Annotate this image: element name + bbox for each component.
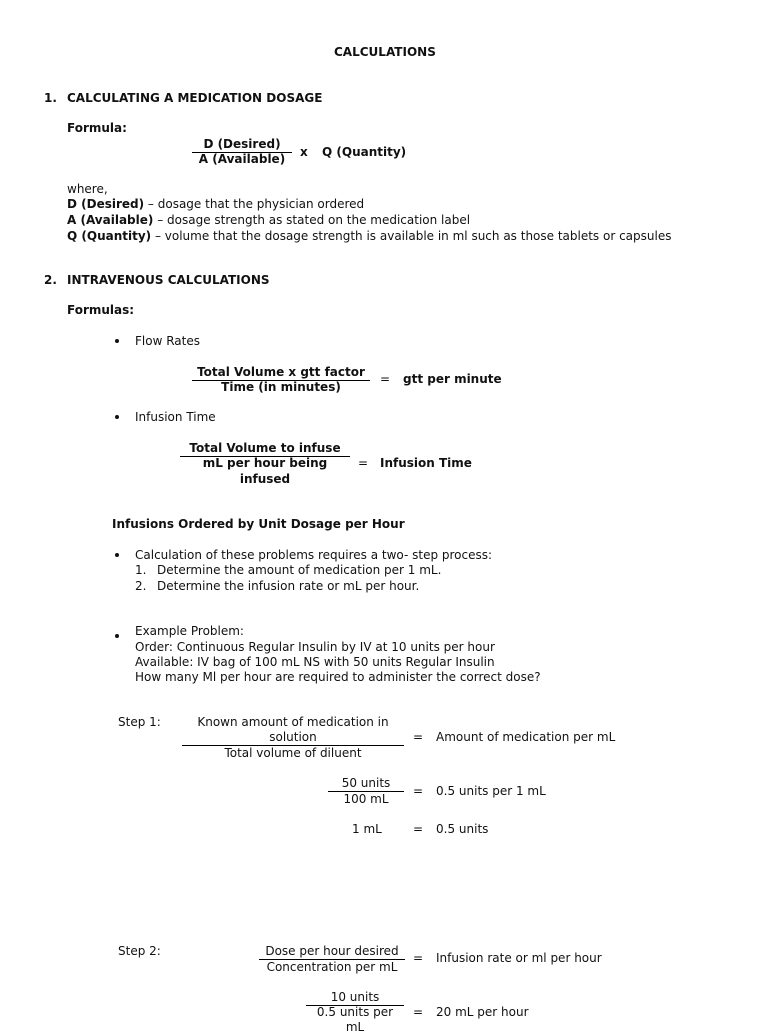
step-1-numerator-1: Known amount of medication in [197, 715, 389, 729]
bullet-icon [115, 415, 119, 419]
example-line-1: Example Problem: [135, 624, 244, 638]
infusion-formula-result: Infusion Time [380, 456, 472, 470]
equals-sign: = [413, 822, 424, 836]
equals-sign: = [413, 1005, 424, 1019]
unit-dosage-heading: Infusions Ordered by Unit Dosage per Hour [112, 517, 405, 531]
flow-formula-denominator: Time (in minutes) [221, 380, 341, 394]
definition-available [67, 213, 470, 227]
definition-term: A (Available) [67, 213, 154, 227]
where-label: where, [67, 182, 108, 196]
equals-sign: = [413, 951, 424, 965]
dosage-formula-denominator: A (Available) [198, 152, 286, 166]
equals-sign: = [413, 730, 424, 744]
quantity-term: Q (Quantity) [322, 145, 407, 159]
step-1-label: Step 1: [118, 715, 161, 729]
definition-term: Q (Quantity) [67, 229, 152, 243]
step-2-label: Step 2: [118, 944, 161, 958]
example-line-2: Order: Continuous Regular Insulin by IV at 10 units per hour [135, 640, 495, 654]
definition-text: – volume that the dosage strength is available in ml such as those tablets or capsules [151, 229, 672, 243]
step-1-denominator: Total volume of diluent [224, 746, 362, 760]
equals-sign: = [380, 372, 391, 386]
infusion-formula-denominator-1: mL per hour being [202, 456, 328, 470]
definition-text: – dosage strength as stated on the medication label [153, 213, 471, 227]
section-2-heading: INTRAVENOUS CALCULATIONS [67, 273, 270, 287]
bullet-icon [115, 634, 119, 638]
step-2a-numerator: 10 units [330, 990, 380, 1004]
formulas-label: Formulas: [67, 303, 135, 317]
step-1b-left: 1 mL [352, 822, 382, 836]
flow-formula-result: gtt per minute [403, 372, 502, 386]
example-line-3: Available: IV bag of 100 mL NS with 50 units Regular Insulin [135, 655, 495, 669]
page-title: CALCULATIONS [334, 45, 436, 59]
step-2-denominator: Concentration per mL [266, 960, 398, 974]
infusion-time-label: Infusion Time [135, 410, 216, 424]
definition-quantity [67, 229, 671, 243]
section-2-number: 2. [44, 273, 57, 287]
definition-text: – dosage that the physician ordered [144, 197, 365, 211]
step-2-numerator: Dose per hour desired [265, 944, 399, 958]
step-1-result: Amount of medication per mL [436, 730, 616, 744]
bullet-icon [115, 339, 119, 343]
flow-formula-numerator: Total Volume x gtt factor [197, 365, 365, 379]
step-item-2-text: Determine the infusion rate or mL per hour. [157, 579, 420, 593]
step-1b-result: 0.5 units [436, 822, 489, 836]
bullet-icon [115, 553, 119, 557]
equals-sign: = [358, 456, 369, 470]
section-1-number: 1. [44, 91, 57, 105]
formula-label: Formula: [67, 121, 127, 135]
infusion-formula-numerator: Total Volume to infuse [189, 441, 341, 455]
flow-rates-label: Flow Rates [135, 334, 200, 348]
equals-sign: = [413, 784, 424, 798]
step-2a-denominator-2: mL [345, 1020, 365, 1034]
step-item-1-number: 1. [135, 563, 147, 577]
step-1-numerator-2: solution [269, 730, 317, 744]
dosage-formula-numerator: D (Desired) [203, 137, 281, 151]
step-item-1-text: Determine the amount of medication per 1 mL. [157, 563, 442, 577]
calc-intro: Calculation of these problems requires a two- step process: [135, 548, 493, 562]
definition-desired [67, 197, 364, 211]
step-2a-result: 20 mL per hour [436, 1005, 529, 1019]
section-1-heading: CALCULATING A MEDICATION DOSAGE [67, 91, 323, 105]
step-2a-denominator: 0.5 units per [316, 1005, 394, 1019]
example-line-4: How many Ml per hour are required to administer the correct dose? [135, 670, 541, 684]
step-item-2-number: 2. [135, 579, 147, 593]
multiply-sign: x [300, 145, 308, 159]
step-1a-result: 0.5 units per 1 mL [436, 784, 546, 798]
infusion-formula-denominator-2: infused [239, 472, 291, 486]
step-1a-numerator: 50 units [341, 776, 391, 790]
step-2-result: Infusion rate or ml per hour [436, 951, 602, 965]
definition-term: D (Desired) [67, 197, 145, 211]
step-1a-denominator: 100 mL [343, 792, 389, 806]
